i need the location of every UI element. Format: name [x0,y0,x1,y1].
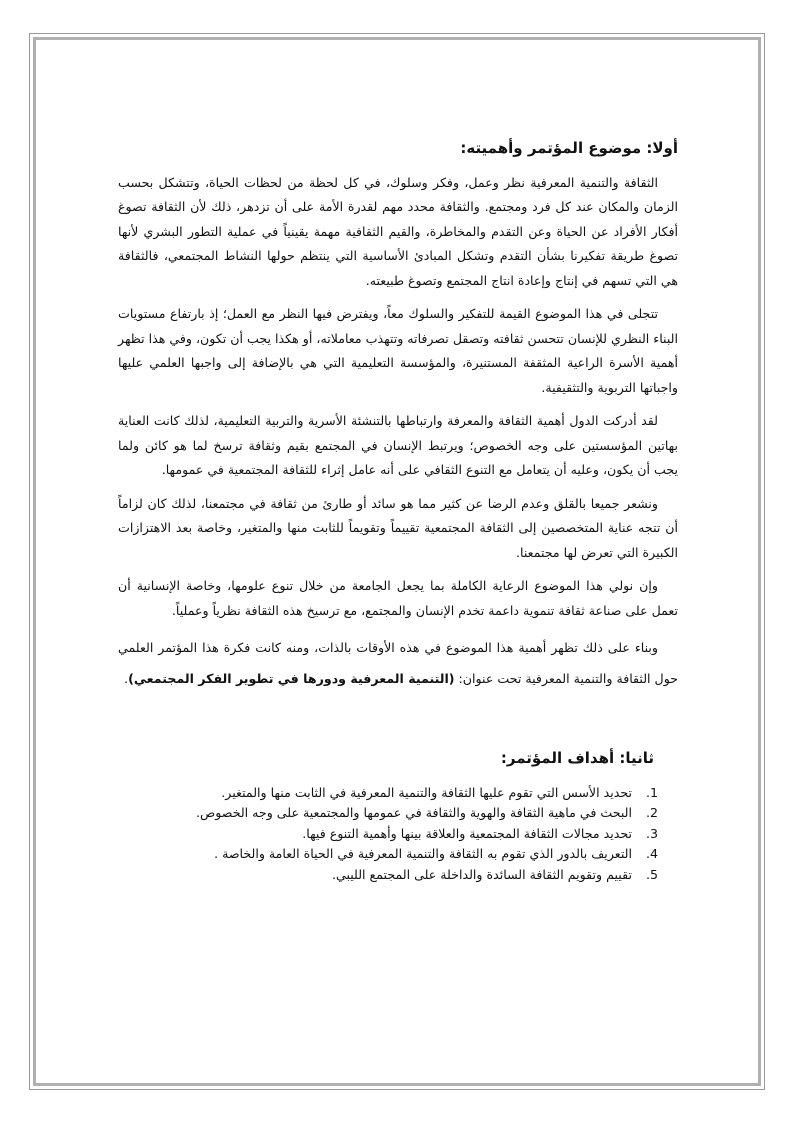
list-item [118,824,658,845]
conference-intro-text: وبناء على ذلك تظهر أهمية هذا الموضوع في هذه الأوقات بالذات، ومنه كانت فكرة هذا المؤتمر العلمي حول الثقافة والتنمية المعرفية تحت عنوان: [118,640,678,686]
conference-end: . [124,671,129,686]
goals-list [118,783,678,886]
list-number: 4. [645,846,658,861]
list-item-text: التعريف بالدور الذي تقوم به الثقافة والتنمية المعرفية في الحياة العامة والخاصة . [214,846,632,861]
list-item-text: تحديد مجالات الثقافة المجتمعية والعلاقة بينها وأهمية التنوع فيها. [302,825,632,841]
list-item [118,803,658,824]
paragraph: لقد أدركت الدول أهمية الثقافة والمعرفة وارتباطها بالتنشئة الأسرية والتربية التعليمية، لذلك كانت العناية بهاتين المؤسستين على وجه الخصوص؛ ويرتبط الإنسان في المجتمع بقيم وثقافة ترسخ لما هو كائن ولما يجب أن يكون، وعليه أن يتعامل مع التنوع الثقافي على أنه عامل إثراء للثقافة المجتمعية في عمومها. [118,413,678,477]
list-number: 3. [645,825,658,841]
paragraph: تتجلى في هذا الموضوع القيمة للتفكير والسلوك معاً، ويفترض فيها النظر مع العمل؛ إذ بارتفاع مستويات البناء النظري للإنسان تتحسن ثقافته وتصقل تصرفاته وتتهذب معاملاته، أو هكذا يجب أن تكون، وفي هذا تظهر أهمية الأسرة الراعية المثقفة المستنيرة، والمؤسسة التعليمية التي هي بالإضافة إلى واجبها العلمي عليها واجباتها التربوية والتثقيفية. [118,306,678,395]
list-item [118,865,658,886]
paragraph: الثقافة والتنمية المعرفية نظر وعمل، وفكر وسلوك، في كل لحظة من لحظات الحياة، وتتشكل بحسب الزمان والمكان عند كل فرد ومجتمع. والثقافة محدد مهم لقدرة الأمة على أن تزدهر، ذلك لأن الثقافة تصوغ أفكار الأفراد عن الحياة وعن التقدم والمخاطرة، والقيم الثقافية مهمة يقينياً في عملية التطور البشري لأنها تصوغ طريقة تفكيرنا بشأن التقدم وتشكل المبادئ الأساسية التي ينتظم حولها النشاط المجتمعي، فالثقافة هي التي تسهم في إنتاج وإعادة انتاج المجتمع وتصوغ طبيعته. [118,174,678,288]
paragraph: وإن نولي هذا الموضوع الرعاية الكاملة بما يجعل الجامعة من خلال تنوع علومها، وخاصة الإنسانية أن تعمل على صناعة ثقافة تنموية داعمة تخدم الإنسان والمجتمع، مع ترسيخ هذه الثقافة نظرياً وعملياً. [118,578,678,618]
conference-title: (التنمية المعرفية ودورها في تطوير الفكر المجتمعي) [128,671,455,686]
paragraph: ونشعر جميعا بالقلق وعدم الرضا عن كثير مما هو سائد أو طارئ من ثقافة في مجتمعنا، لذلك كان لزاماً أن تتجه عناية المتخصصين إلى الثقافة المجتمعية تقييماً وتقويماً للثابت منها والمتغير، وخاصة بعد الاهتزازات الكبيرة التي تعرض لها مجتمعنا. [118,495,678,560]
section-heading-topic: أولا: موضوع المؤتمر وأهميته: [460,139,678,157]
list-number: 5. [645,866,658,882]
list-number: 1. [645,784,658,800]
list-item-text: تحديد الأسس التي تقوم عليها الثقافة والتنمية المعرفية في الثابت منها والمتغير. [221,784,632,800]
conference-paragraph [118,632,678,694]
section-heading-goals: ثانيا: أهداف المؤتمر: [500,749,654,767]
list-item-text: تقييم وتقويم الثقافة السائدة والداخلة على المجتمع الليبي. [331,866,632,882]
list-item [118,844,658,865]
document-body [118,136,678,885]
list-number: 2. [645,805,658,820]
list-item-text: البحث في ماهية الثقافة والهوية والثقافة في عمومها والمجتمعية على وجه الخصوص. [196,805,632,820]
list-item [118,783,658,804]
